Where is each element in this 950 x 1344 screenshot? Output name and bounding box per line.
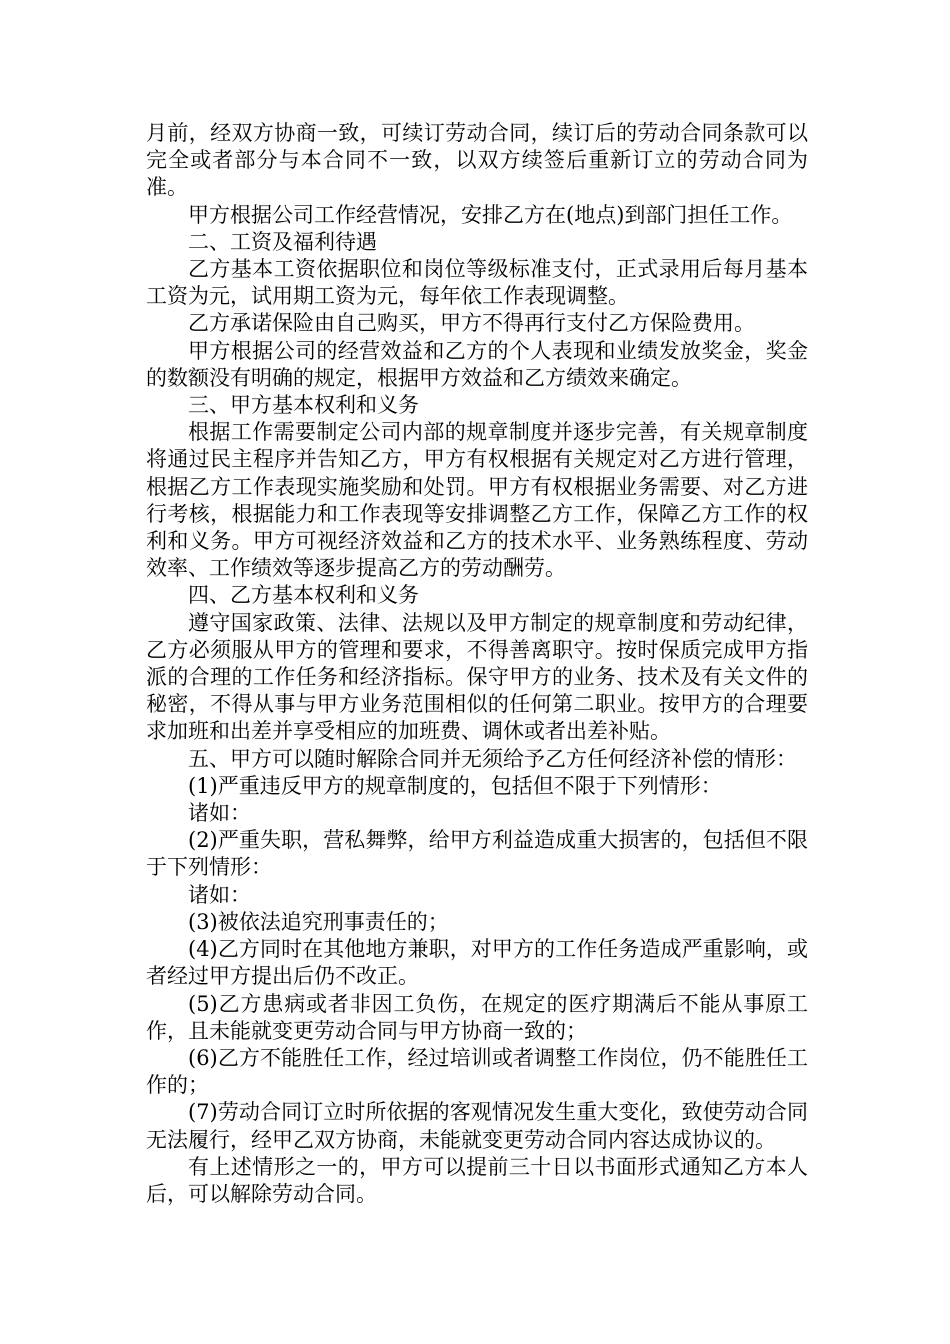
- section-heading-wages: 二、工资及福利待遇: [188, 229, 377, 254]
- clause-example-2: 诸如：: [188, 882, 251, 907]
- paragraph-insurance: 乙方承诺保险由自己购买，甲方不得再行支付乙方保险费用。: [188, 311, 755, 336]
- clause-item-5: (5)乙方患病或者非因工负伤，在规定的医疗期满后不能从事原工作，且未能就变更劳动合同与甲方协商一致的；: [146, 991, 808, 1043]
- clause-item-6: (6)乙方不能胜任工作，经过培训或者调整工作岗位，仍不能胜任工作的；: [146, 1045, 808, 1098]
- paragraph-contract-renewal: 月前，经双方协商一致，可续订劳动合同，续订后的劳动合同条款可以完全或者部分与本合同不一致，以双方续签后重新订立的劳动合同为准。: [146, 121, 808, 200]
- paragraph-party-b-rights: 遵守国家政策、法律、法规以及甲方制定的规章制度和劳动纪律，乙方必须服从甲方的管理和要求，不得善离职守。按时保质完成甲方指派的合理的工作任务和经济指标。保守甲方的业务、技术及有关文件的秘密，不得从事与甲方业务范围相似的任何第二职业。按甲方的合理要求加班和出差并享受相应的加班费、调休或者出差补贴。: [146, 610, 808, 744]
- paragraph-notice-termination: 有上述情形之一的，甲方可以提前三十日以书面形式通知乙方本人后，可以解除劳动合同。: [146, 1154, 808, 1206]
- paragraph-bonus: 甲方根据公司的经营效益和乙方的个人表现和业绩发放奖金，奖金的数额没有明确的规定，根据甲方效益和乙方绩效来确定。: [146, 338, 808, 390]
- clause-item-7: (7)劳动合同订立时所依据的客观情况发生重大变化，致使劳动合同无法履行，经甲乙双方协商，未能就变更劳动合同内容达成协议的。: [146, 1100, 808, 1152]
- clause-item-1: (1)严重违反甲方的规章制度的，包括但不限于下列情形：: [188, 773, 722, 798]
- clause-item-3: (3)被依法追究刑事责任的；: [188, 909, 449, 934]
- paragraph-party-a-rights: 根据工作需要制定公司内部的规章制度并逐步完善，有关规章制度将通过民主程序并告知乙方，甲方有权根据有关规定对乙方进行管理，根据乙方工作表现实施奖励和处罚。甲方有权根据业务需要、对乙方进行考核，根据能力和工作表现等安排调整乙方工作，保障乙方工作的权利和义务。甲方可视经济效益和乙方的技术水平、业务熟练程度、劳动效率、工作绩效等逐步提高乙方的劳动酬劳。: [146, 420, 808, 581]
- clause-item-2: (2)严重失职，营私舞弊，给甲方利益造成重大损害的，包括但不限于下列情形：: [146, 828, 808, 880]
- section-heading-party-a-rights: 三、甲方基本权利和义务: [188, 393, 419, 418]
- section-heading-termination: 五、甲方可以随时解除合同并无须给予乙方任何经济补偿的情形：: [188, 746, 797, 771]
- section-heading-party-b-rights: 四、乙方基本权利和义务: [188, 583, 419, 608]
- clause-example-1: 诸如：: [188, 801, 251, 826]
- paragraph-basic-wage: 乙方基本工资依据职位和岗位等级标准支付，正式录用后每月基本工资为元，试用期工资为元，每年依工作表现调整。: [146, 257, 808, 309]
- paragraph-job-assignment: 甲方根据公司工作经营情况，安排乙方在(地点)到部门担任工作。: [188, 202, 793, 227]
- document-body: [146, 120, 808, 1208]
- clause-item-4: (4)乙方同时在其他地方兼职，对甲方的工作任务造成严重影响，或者经过甲方提出后仍不改正。: [146, 937, 808, 989]
